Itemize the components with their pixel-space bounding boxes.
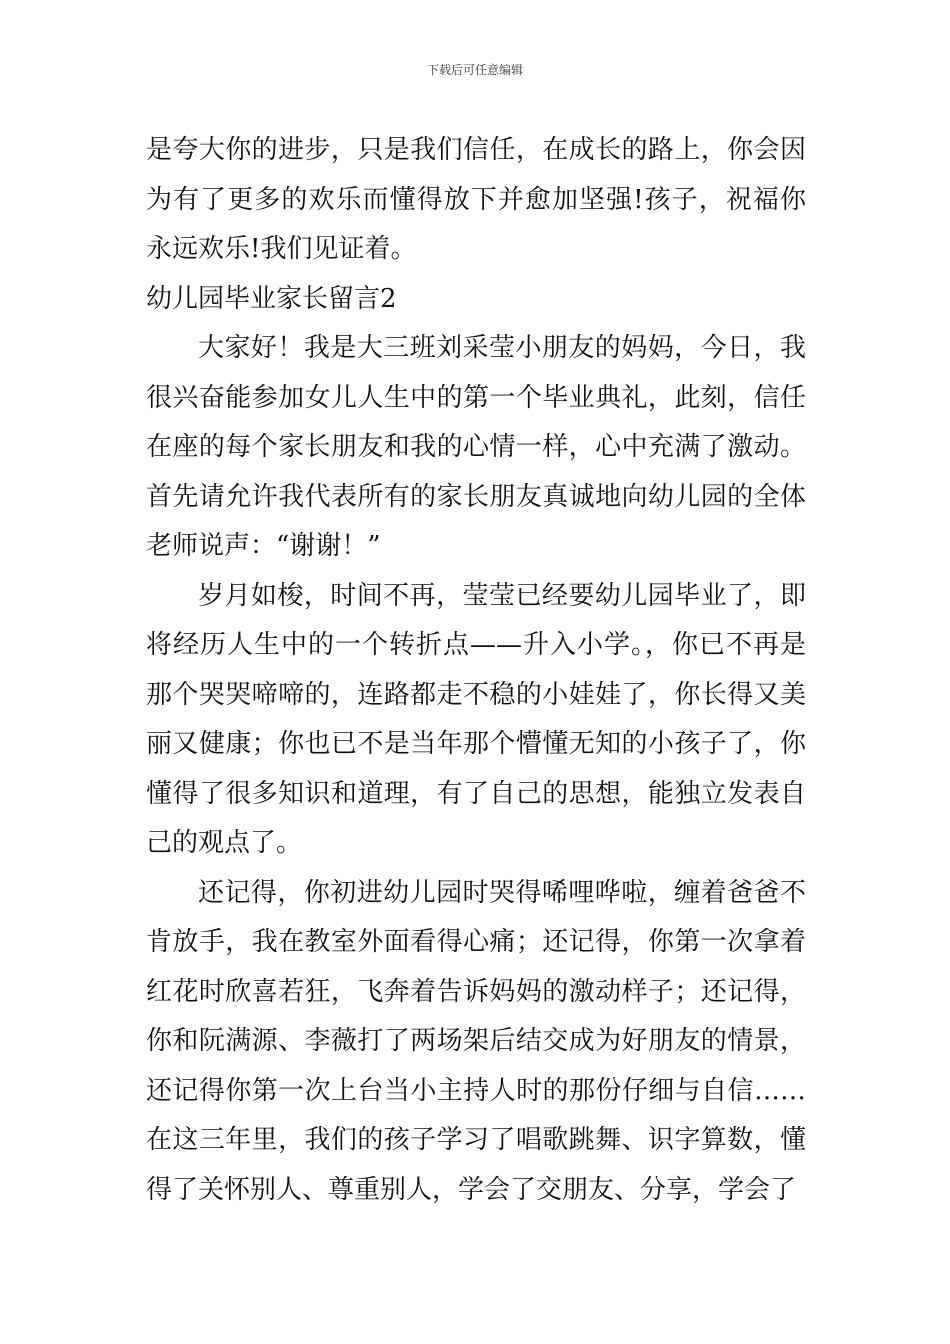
- paragraph-2: 岁月如梭，时间不再，莹莹已经要幼儿园毕业了，即将经历人生中的一个转折点——升入小学。，你已不再是那个哭哭啼啼的，连路都走不稳的小娃娃了，你长得又美丽又健康；你也已不是当年那个懵懂无知的小孩子了，你懂得了很多知识和道理，有了自己的思想，能独立发表自己的观点了。: [146, 580, 806, 858]
- paragraph-3: 还记得，你初进幼儿园时哭得唏哩哗啦，缠着爸爸不肯放手，我在教室外面看得心痛；还记得，你第一次拿着红花时欣喜若狂，飞奔着告诉妈妈的激动样子；还记得，你和阮满源、李薇打了两场架后结交成为好朋友的情景，还记得你第一次上台当小主持人时的那份仔细与自信……在这三年里，我们的孩子学习了唱歌跳舞、识字算数，懂得了关怀别人、尊重别人，学会了交朋友、分享，学会了: [146, 877, 806, 1205]
- paragraph-continued: 是夸大你的进步，只是我们信任，在成长的路上，你会因为有了更多的欢乐而懂得放下并愈加坚强!孩子，祝福你永远欢乐!我们见证着。: [146, 135, 806, 264]
- document-body: [146, 126, 806, 1215]
- section-heading: 幼儿园毕业家长留言2: [146, 283, 397, 314]
- paragraph-1: 大家好！我是大三班刘采莹小朋友的妈妈，今日，我很兴奋能参加女儿人生中的第一个毕业典礼，此刻，信任在座的每个家长朋友和我的心情一样，心中充满了激动。首先请允许我代表所有的家长朋友真诚地向幼儿园的全体老师说声：“谢谢！”: [146, 333, 806, 561]
- page-header: 下载后可任意编辑: [426, 63, 523, 77]
